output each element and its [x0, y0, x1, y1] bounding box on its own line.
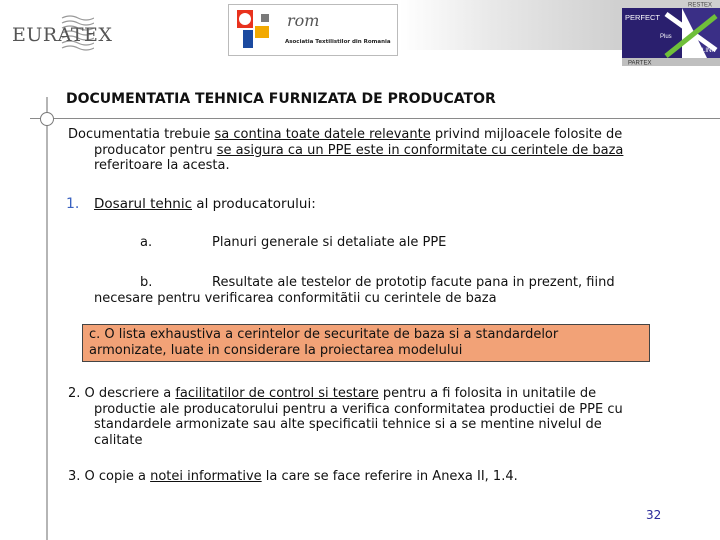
sub-b-label: b.	[140, 275, 153, 290]
item2-underlined: facilitatilor de control si testare	[175, 386, 379, 401]
header-gradient-bar	[400, 0, 622, 50]
page-number: 32	[646, 508, 662, 522]
intro-text-3: producator pentru	[94, 142, 217, 158]
item1-number: 1.	[66, 196, 80, 212]
intro-underlined-1: sa contina toate datele relevante	[214, 127, 431, 142]
corner-label-partex: PARTEX	[628, 60, 652, 66]
item3-text-1: 3. O copie a	[68, 469, 151, 484]
page-title: DOCUMENTATIA TEHNICA FURNIZATA DE PRODUCATOR	[66, 91, 496, 107]
item1-underlined: Dosarul tehnic	[94, 196, 192, 212]
rom-logo-text: rom	[287, 11, 320, 30]
rom-logo-subtitle: Asociatia Textilistilor din Romania	[285, 39, 391, 45]
item2-line2: productie ale producatorului pentru a verifica conformitatea productiei de PPE cu	[94, 401, 623, 417]
item1-heading	[94, 196, 316, 212]
item2-text-2: pentru a fi folosita in unitatile de	[378, 386, 597, 401]
sub-c-line2: armonizate, luate in considerare la proiectarea modelului	[89, 342, 463, 358]
rule-circle-marker	[40, 112, 54, 126]
intro-text-4: referitoare la acesta.	[94, 158, 230, 173]
partner-logos-graphic	[622, 0, 720, 66]
intro-paragraph	[68, 127, 678, 174]
intro-text-2: privind mijloacele folosite de	[430, 127, 623, 142]
item2-line4: calitate	[94, 432, 143, 448]
corner-label-plus: Plus	[660, 34, 672, 40]
item1-text: al producatorului:	[192, 196, 316, 212]
item2-text-1: 2. O descriere a	[68, 386, 176, 401]
sub-b-text-line2: necesare pentru verificarea conformitãtii cu cerintele de baza	[94, 291, 497, 306]
corner-label-restex: RESTEX	[688, 2, 713, 9]
item3-text-2: la care se face referire in Anexa II, 1.4.	[261, 469, 518, 484]
item2-line3: standardele armonizate sau alte specificatii tehnice si a se mentine nivelul de	[94, 417, 602, 432]
sub-a-text: Planuri generale si detaliate ale PPE	[212, 235, 447, 250]
sub-c-line1: c. O lista exhaustiva a cerintelor de securitate de baza si a standardelor	[89, 327, 559, 342]
intro-text-1: Documentatia trebuie	[68, 127, 215, 142]
item2-continuation	[68, 402, 678, 449]
corner-label-link: LINK	[702, 48, 716, 54]
rom-logo	[228, 4, 398, 56]
left-vertical-rule	[46, 97, 48, 540]
sub-a-label: a.	[140, 235, 153, 250]
item3-underlined: notei informative	[150, 469, 262, 484]
sub-c-highlight-box	[82, 324, 650, 362]
item2-paragraph	[68, 386, 678, 448]
horizontal-rule	[30, 118, 720, 119]
euratex-logo-text: EURATEX	[12, 24, 113, 46]
intro-continuation	[68, 143, 678, 174]
item3-paragraph	[68, 469, 518, 484]
intro-underlined-2: se asigura ca un PPE este in conformitate cu cerintele de baza	[216, 142, 624, 158]
sub-b-text-line1: Resultate ale testelor de prototip facute pana in prezent, fiind	[212, 275, 615, 290]
corner-label-perfect: PERFECT	[625, 13, 661, 22]
rom-emblem-icon	[231, 6, 287, 54]
euratex-logo	[4, 10, 113, 46]
